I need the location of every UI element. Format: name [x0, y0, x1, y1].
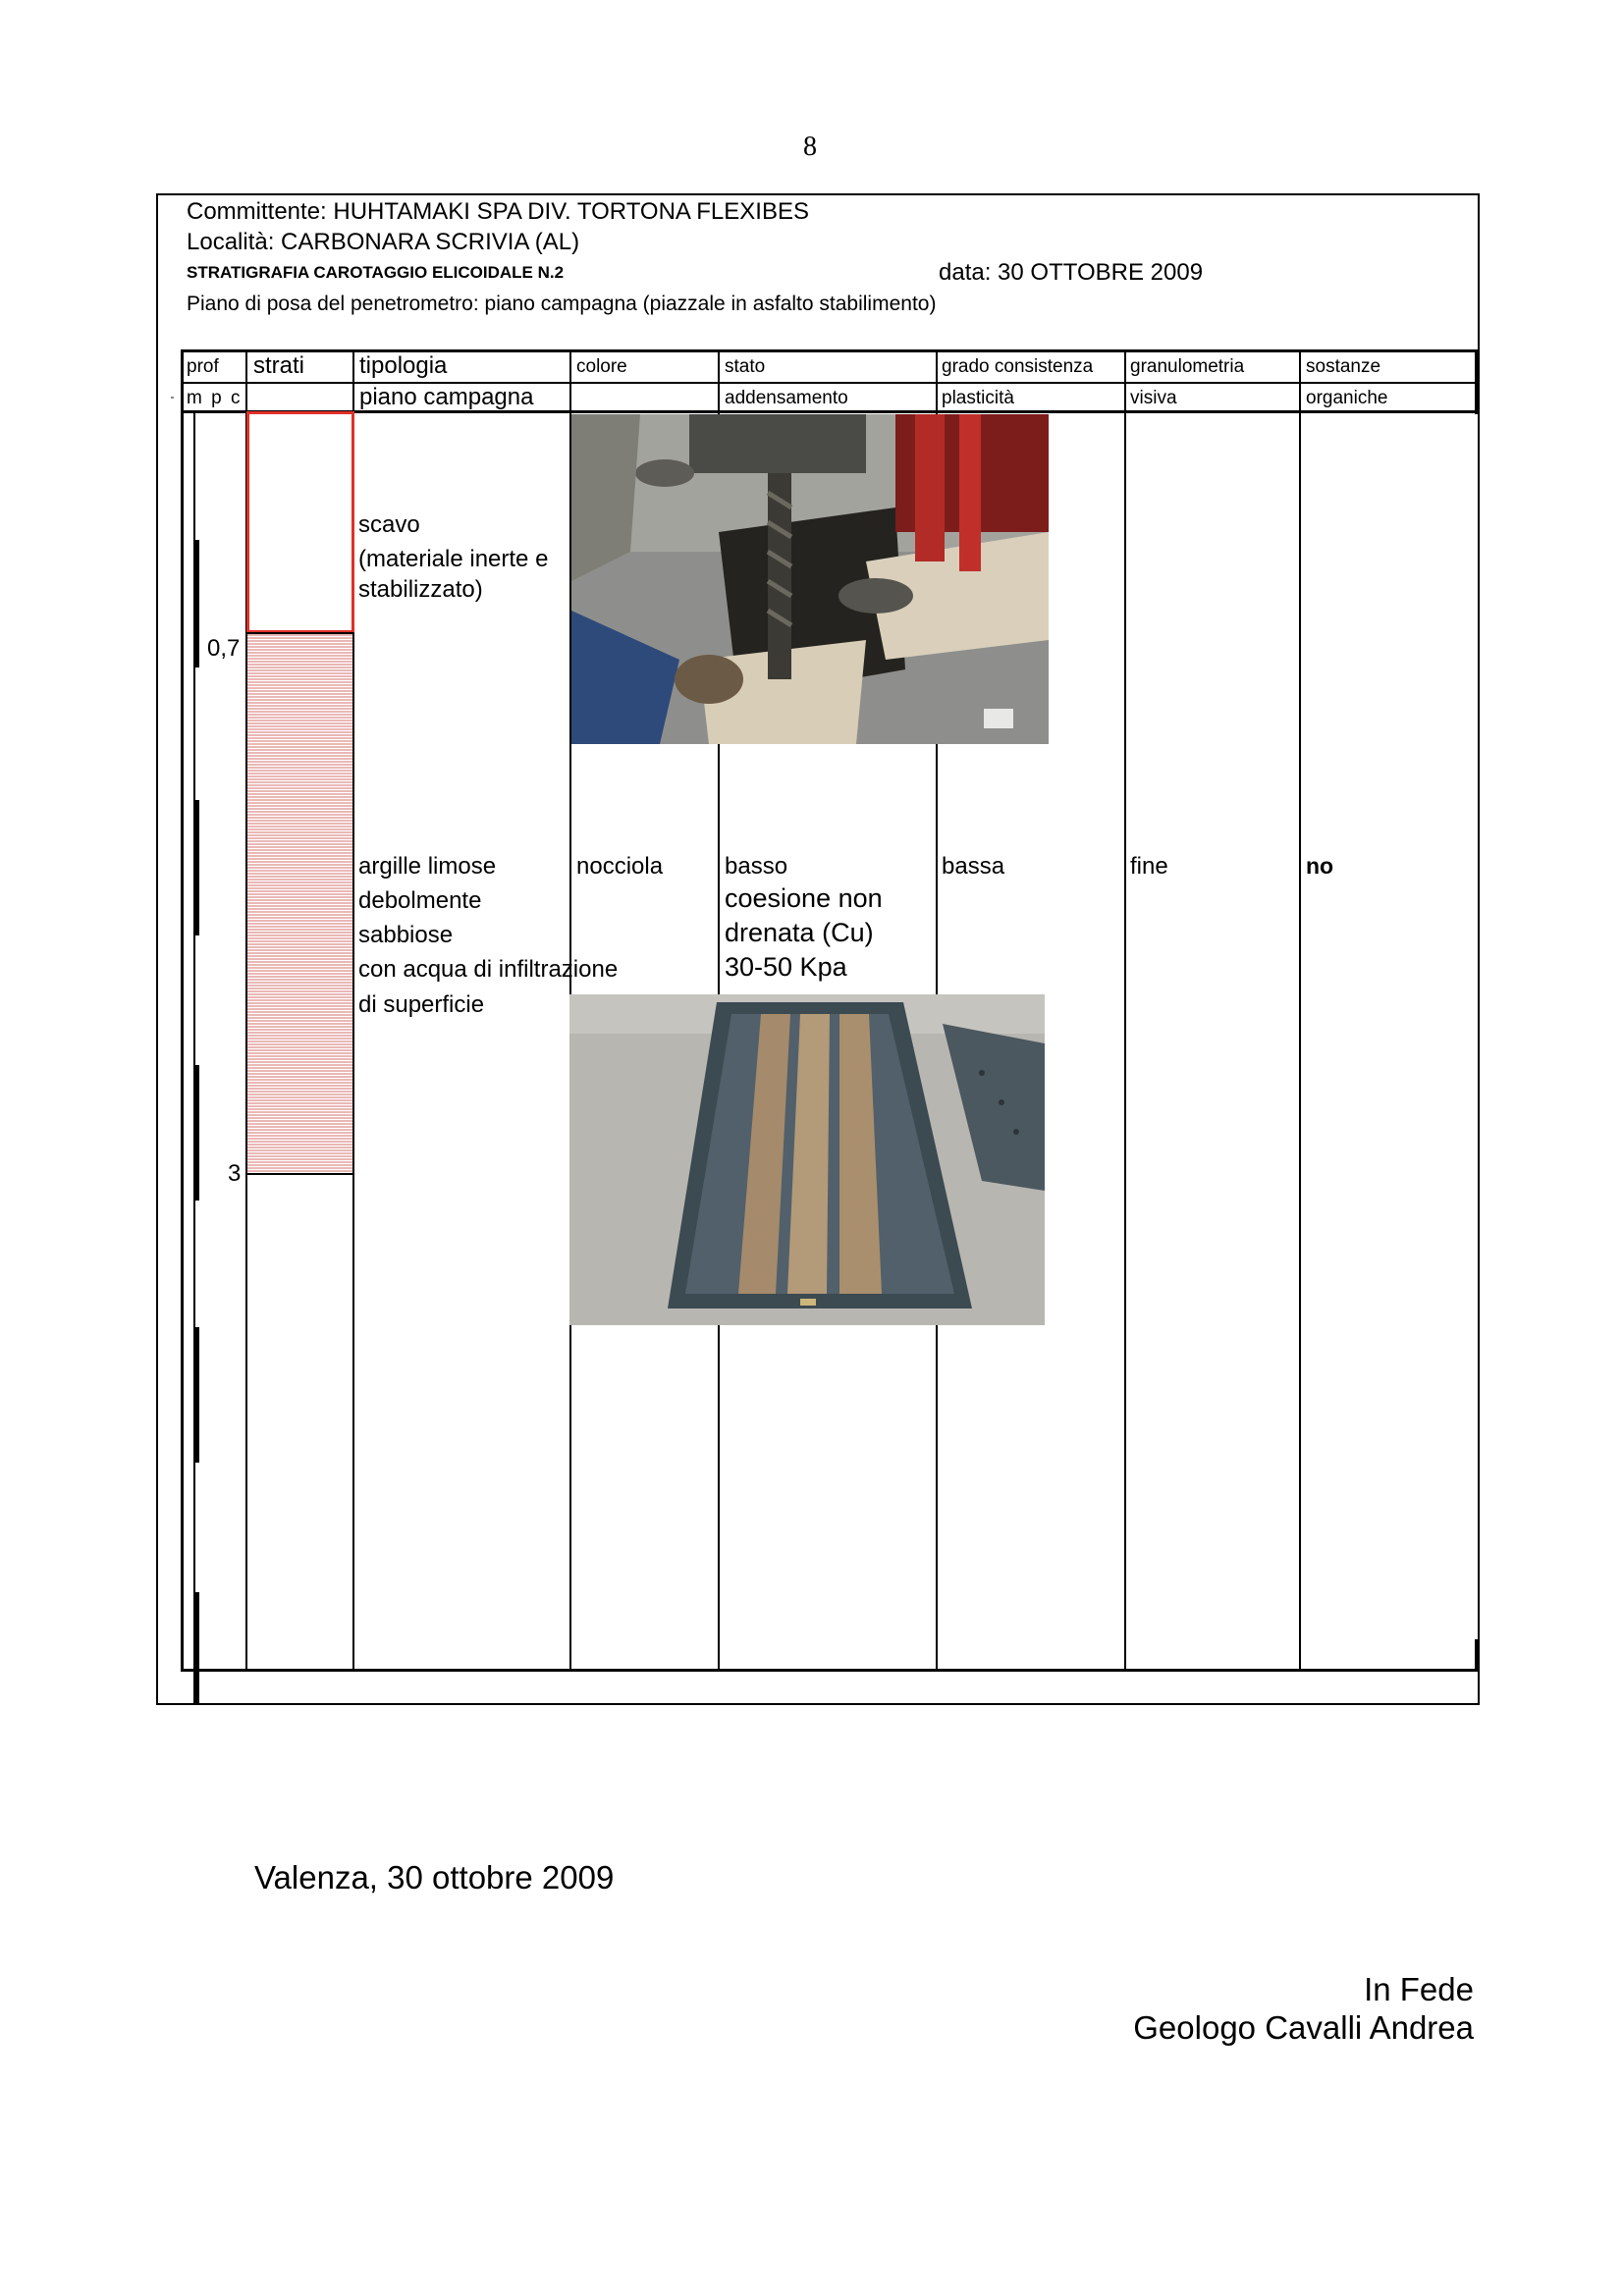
layer2-tipologia-line: con acqua di infiltrazione — [358, 956, 619, 983]
footer-place-date: Valenza, 30 ottobre 2009 — [254, 1859, 615, 1896]
drilling-photo — [571, 414, 1049, 744]
col-header-grado: grado consistenza — [942, 356, 1094, 377]
header-committente: Committente: HUHTAMAKI SPA DIV. TORTONA FLEXIBES — [187, 198, 809, 225]
col-header-colore: colore — [576, 356, 627, 377]
col-header-granulometria: granulometria — [1130, 356, 1245, 377]
layer2-tipologia-line: argille limose — [358, 853, 497, 880]
layer1-tipologia-line: stabilizzato) — [358, 576, 483, 603]
layer2-tipologia-line: sabbiose — [358, 922, 454, 948]
layer2-colore: nocciola — [576, 853, 664, 880]
layer2-stato-line: drenata (Cu) — [725, 918, 874, 947]
col-subheader-tipologia: piano campagna — [359, 384, 534, 410]
depth-scale-tick — [195, 800, 199, 935]
col-line-granulometria — [1299, 349, 1301, 1672]
layer2-tipologia-line: di superficie — [358, 991, 485, 1018]
header-piano-posa: Piano di posa del penetrometro: piano campagna (piazzale in asfalto stabilimento) — [187, 293, 937, 315]
stratum-clay-hatch — [245, 632, 354, 1175]
footer-closing: In Fede — [1364, 1971, 1474, 2007]
col-subheader-sostanze: organiche — [1306, 388, 1388, 408]
table-bottom-border — [181, 1669, 1479, 1672]
col-header-prof: prof — [187, 356, 219, 377]
header-marker — [171, 397, 174, 399]
col-line-grado — [1124, 349, 1126, 1672]
layer2-sostanze: no — [1306, 853, 1334, 879]
col-subheader-stato: addensamento — [725, 388, 848, 408]
stratum-fill-scavo — [246, 411, 354, 633]
depth-scale-tick — [195, 1327, 199, 1463]
layer2-grado: bassa — [942, 853, 1005, 880]
footer-signature: Geologo Cavalli Andrea — [1133, 2009, 1474, 2046]
col-line-right-stub — [1475, 1639, 1478, 1672]
header-stratigrafia: STRATIGRAFIA CAROTAGGIO ELICOIDALE N.2 — [187, 263, 565, 282]
col-line-right — [1475, 349, 1478, 414]
depth-scale-tick — [195, 1065, 199, 1201]
header-localita: Località: CARBONARA SCRIVIA (AL) — [187, 229, 580, 255]
col-subheader-prof-unit: m p c — [187, 388, 243, 408]
depth-label: 3 — [228, 1160, 242, 1187]
col-header-stato: stato — [725, 356, 766, 377]
col-header-sostanze: sostanze — [1306, 356, 1381, 377]
col-line-left — [181, 349, 184, 1672]
layer1-tipologia-line: scavo — [358, 511, 420, 538]
header-data: data: 30 OTTOBRE 2009 — [939, 259, 1204, 286]
table-header-bottom — [181, 410, 1479, 413]
layer2-stato-line: 30-50 Kpa — [725, 952, 847, 982]
col-subheader-grado: plasticità — [942, 388, 1014, 408]
layer2-tipologia-line: debolmente — [358, 887, 482, 914]
depth-scale-tick — [195, 540, 199, 667]
col-header-tipologia: tipologia — [359, 352, 448, 379]
col-subheader-granulometria: visiva — [1130, 388, 1177, 408]
page-number: 8 — [803, 132, 817, 162]
layer2-stato-line: basso — [725, 853, 788, 880]
col-header-strati: strati — [253, 352, 305, 379]
layer1-tipologia-line: (materiale inerte e — [358, 546, 549, 572]
layer2-granulometria: fine — [1130, 853, 1168, 880]
layer2-stato-line: coesione non — [725, 883, 883, 913]
core-tray-photo — [569, 994, 1045, 1325]
depth-label: 0,7 — [207, 635, 241, 662]
depth-scale-tick — [195, 1592, 199, 1705]
